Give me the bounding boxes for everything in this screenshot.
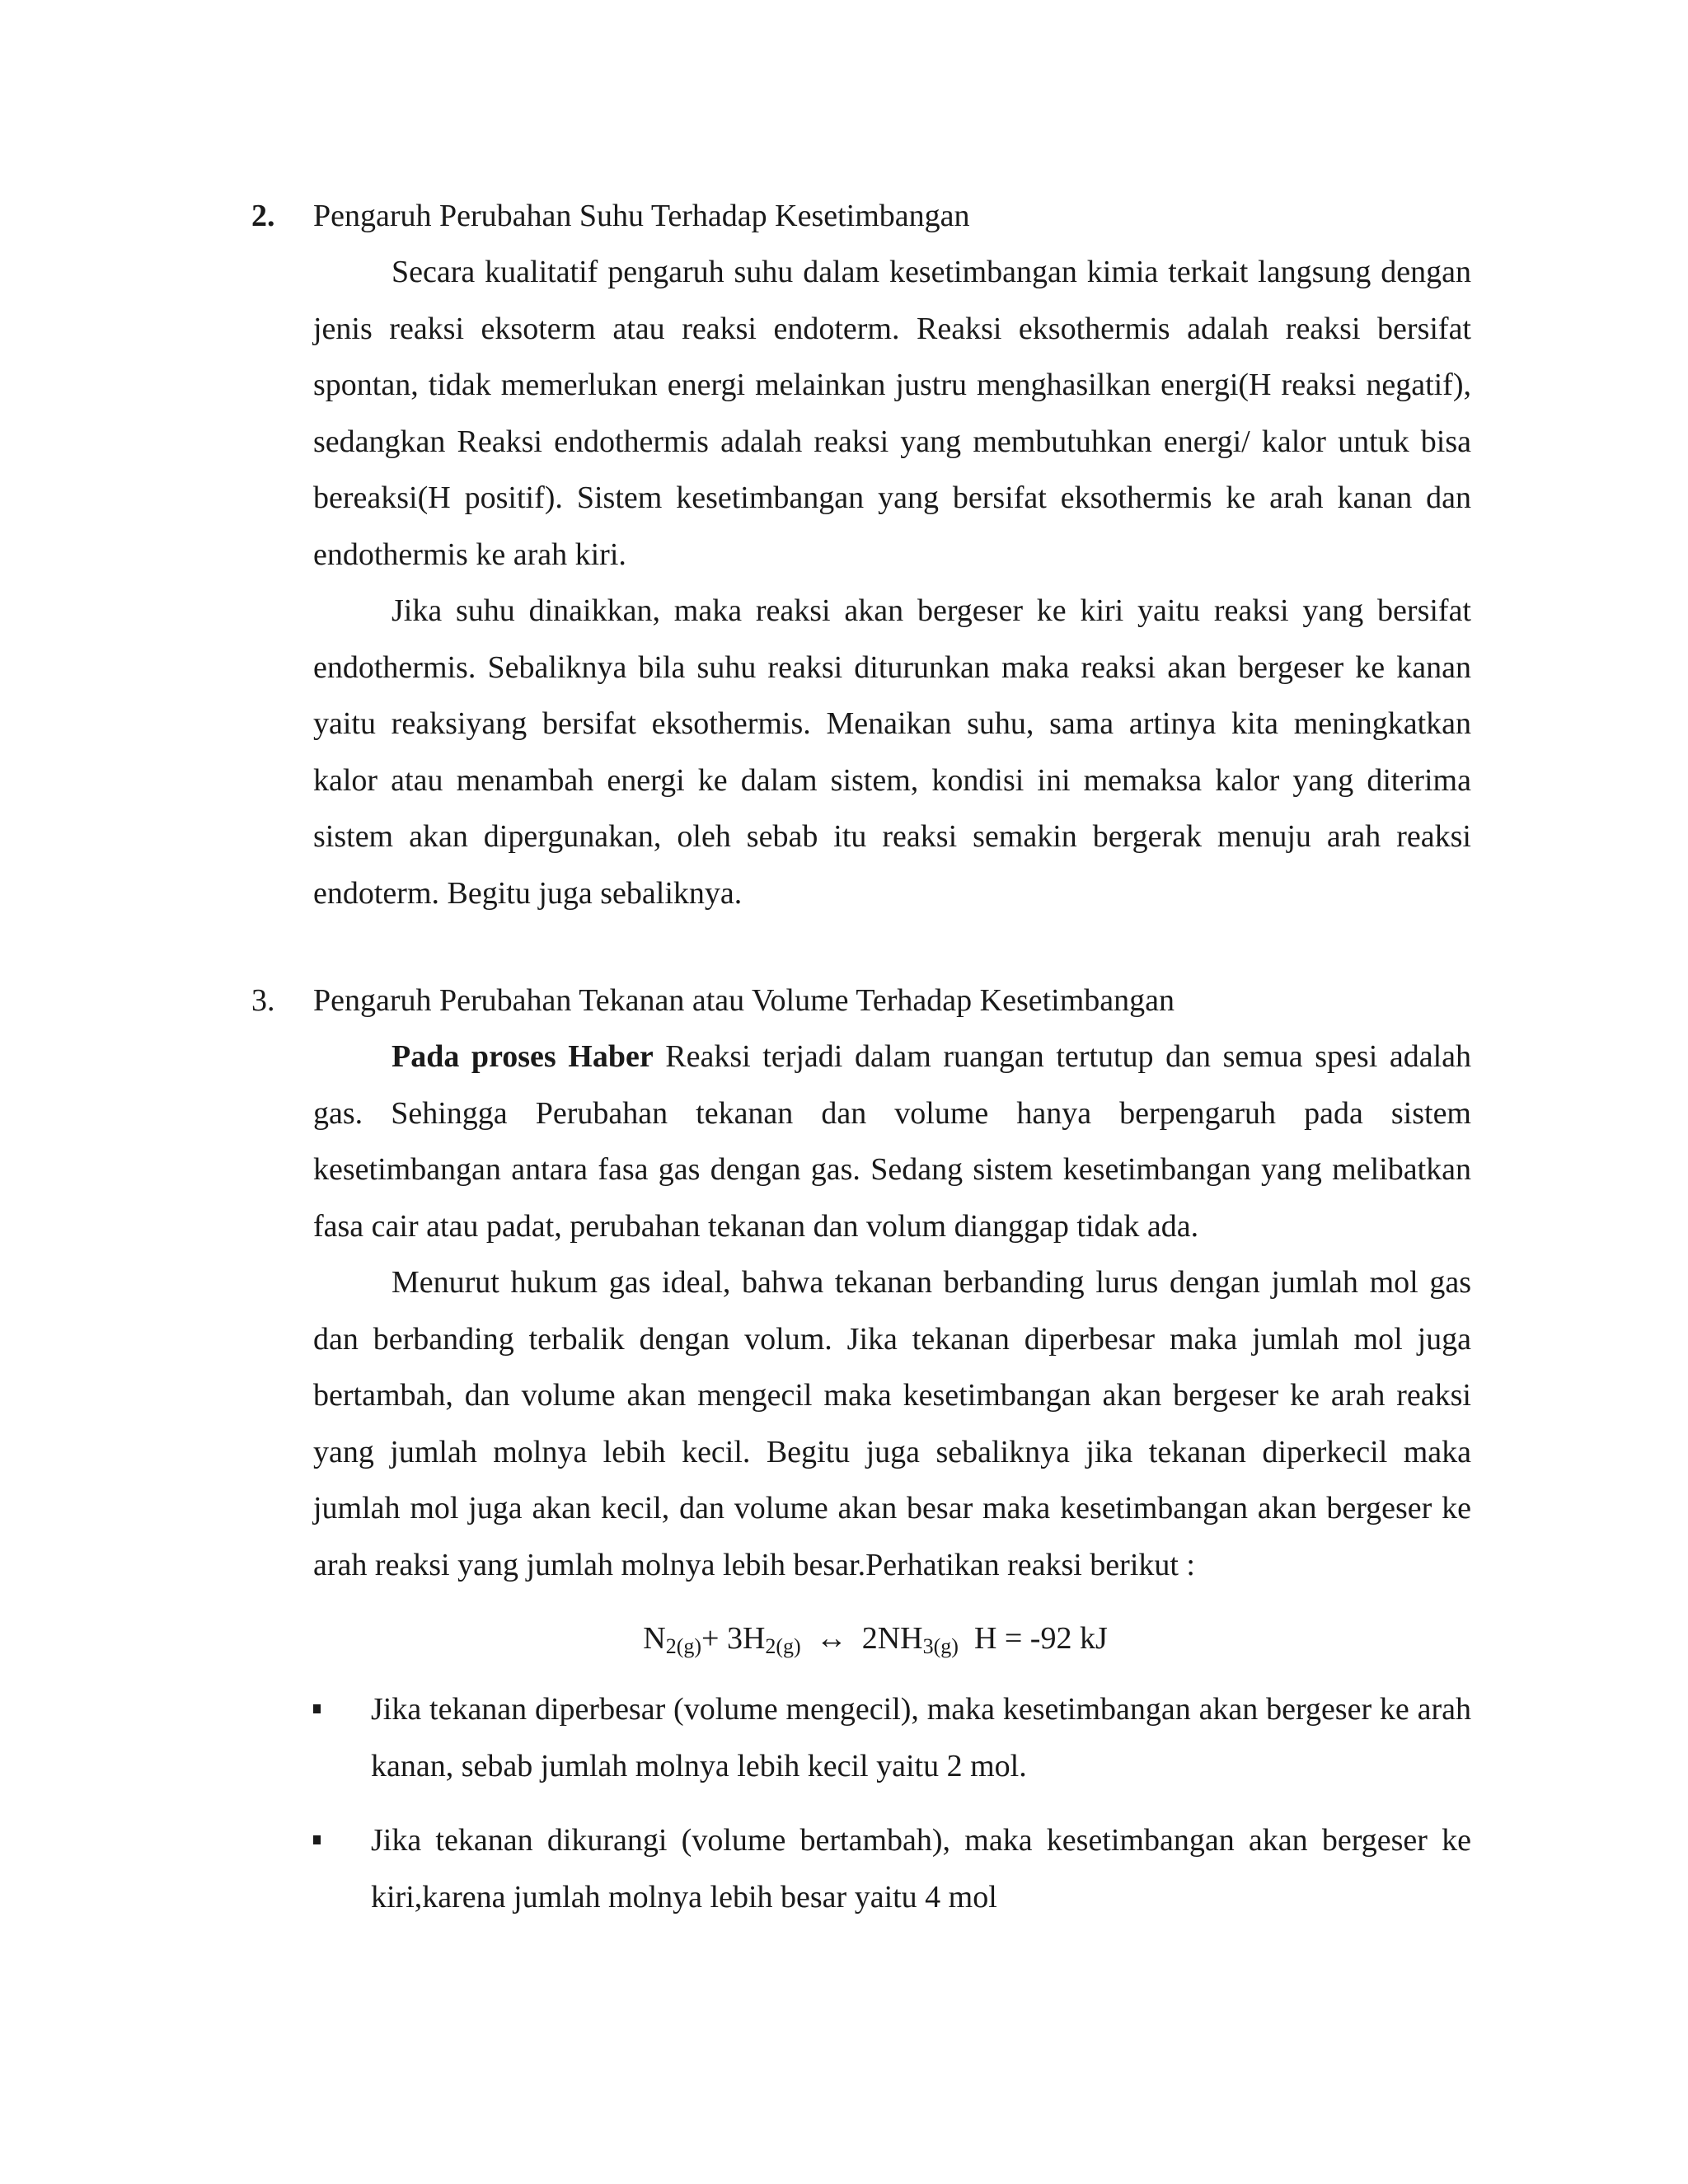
section-3-paragraph-1-text: Reaksi terjadi dalam ruangan tertutup dan semua spesi adalah gas. Sehingga Perubahan tekanan dan volume hanya berpengaruh pada sistem kesetimbangan antara fasa gas dengan gas. Sedang sistem kesetimbangan yang melibatkan fasa cair atau padat, perubahan tekanan dan volum dianggap tidak ada. <box>313 1039 1471 1244</box>
haber-process-label: Pada proses Haber <box>392 1039 654 1074</box>
section-2-title: Pengaruh Perubahan Suhu Terhadap Kesetimbangan <box>313 199 970 233</box>
section-2 <box>251 188 1471 921</box>
equilibrium-arrow: ↔ <box>815 1621 847 1656</box>
section-2-paragraph-1: Secara kualitatif pengaruh suhu dalam kesetimbangan kimia terkait langsung dengan jenis reaksi eksoterm atau reaksi endoterm. Reaksi eksothermis adalah reaksi bersifat spontan, tidak memerlukan energi melainkan justru menghasilkan energi(H reaksi negatif), sedangkan Reaksi endothermis adalah reaksi yang membutuhkan energi/ kalor untuk bisa bereaksi(H positif). Sistem kesetimbangan yang bersifat eksothermis ke arah kanan dan endothermis ke arah kiri. <box>313 255 1471 572</box>
pressure-effect-list <box>313 1681 1471 1943</box>
list-item <box>313 1681 1471 1794</box>
bullet-marker <box>313 1835 321 1844</box>
equation-n2-subscript: 2(g) <box>665 1634 702 1658</box>
equation-nh3: 2NH <box>861 1621 923 1656</box>
equation-h2: + 3H <box>701 1621 766 1656</box>
section-3-heading <box>251 972 1471 1029</box>
bullet-marker <box>313 1704 321 1713</box>
section-3-paragraph-1 <box>313 1029 1471 1254</box>
list-item-text: Jika tekanan diperbesar (volume mengecil), maka kesetimbangan akan bergeser ke arah kanan, sebab jumlah molnya lebih kecil yaitu 2 mol. <box>371 1692 1471 1783</box>
section-3-number: 3. <box>251 983 275 1018</box>
equation-enthalpy: H = -92 kJ <box>973 1621 1108 1656</box>
equation-nh3-subscript: 3(g) <box>922 1634 959 1658</box>
equation-h2-subscript: 2(g) <box>765 1634 801 1658</box>
section-3 <box>251 972 1471 1593</box>
section-3-paragraph-2: Menurut hukum gas ideal, bahwa tekanan berbanding lurus dengan jumlah mol gas dan berbanding terbalik dengan volum. Jika tekanan diperbesar maka jumlah mol juga bertambah, dan volume akan mengecil maka kesetimbangan akan bergeser ke arah reaksi yang jumlah molnya lebih kecil. Begitu juga sebaliknya jika tekanan diperkecil maka jumlah mol juga akan kecil, dan volume akan besar maka kesetimbangan akan bergeser ke arah reaksi yang jumlah molnya lebih besar.Perhatikan reaksi berikut : <box>313 1265 1471 1582</box>
list-item <box>313 1812 1471 1925</box>
section-2-paragraph-2: Jika suhu dinaikkan, maka reaksi akan bergeser ke kiri yaitu reaksi yang bersifat endothermis. Sebaliknya bila suhu reaksi diturunkan maka reaksi akan bergeser ke kanan yaitu reaksiyang bersifat eksothermis. Menaikan suhu, sama artinya kita meningkatkan kalor atau menambah energi ke dalam sistem, kondisi ini memaksa kalor yang diterima sistem akan dipergunakan, oleh sebab itu reaksi semakin bergerak menuju arah reaksi endoterm. Begitu juga sebaliknya. <box>313 593 1471 911</box>
section-2-number: 2. <box>251 199 275 233</box>
section-3-title: Pengaruh Perubahan Tekanan atau Volume Terhadap Kesetimbangan <box>313 983 1175 1018</box>
haber-equation <box>0 1610 1688 1675</box>
section-2-heading <box>251 188 1471 244</box>
equation-n2: N <box>643 1621 666 1656</box>
list-item-text: Jika tekanan dikurangi (volume bertambah), maka kesetimbangan akan bergeser ke kiri,karena jumlah molnya lebih besar yaitu 4 mol <box>371 1823 1471 1915</box>
